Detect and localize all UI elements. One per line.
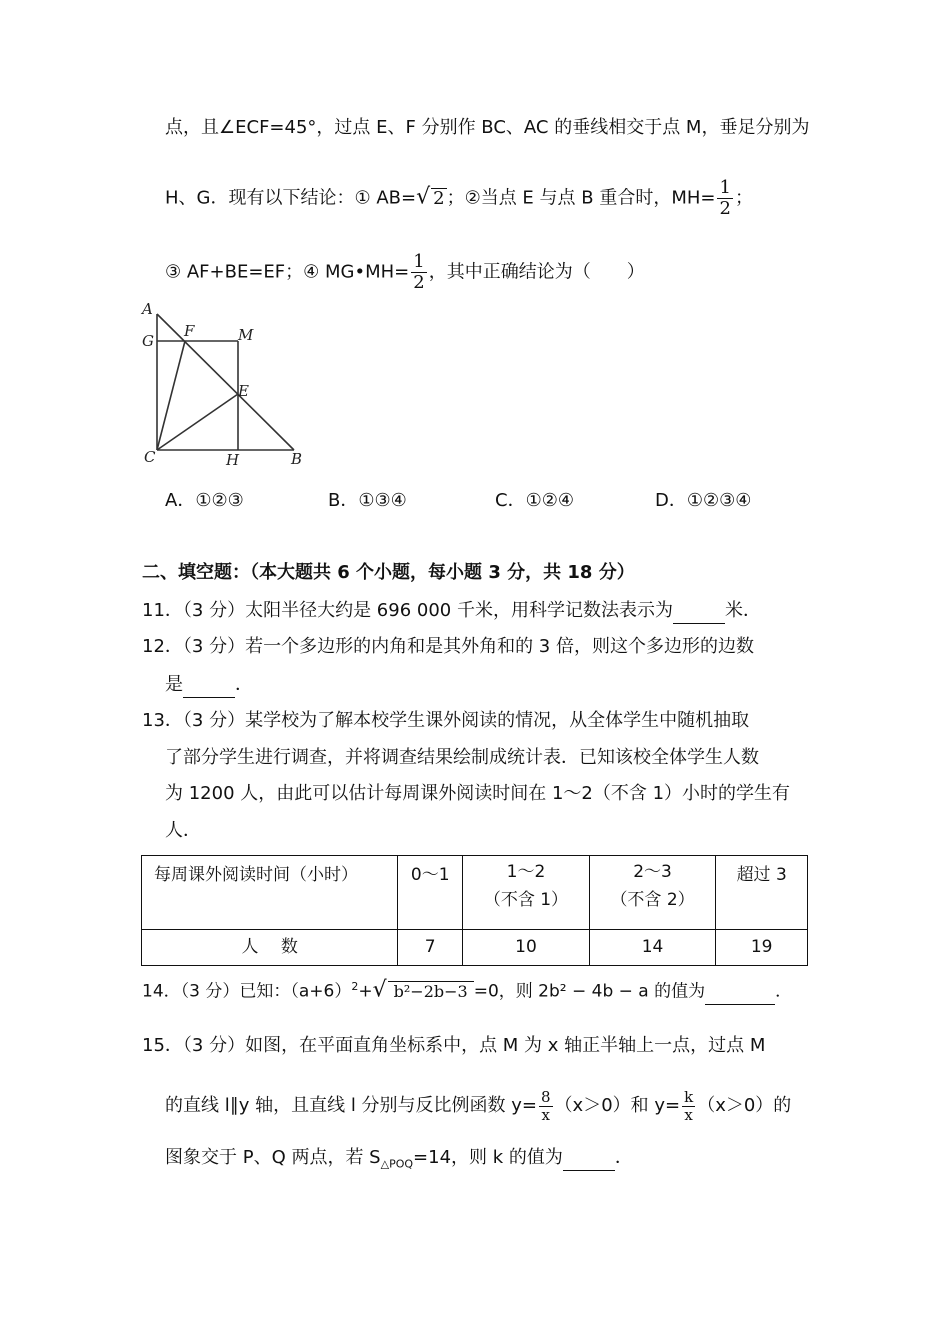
question-13-line3: 为 1200 人，由此可以估计每周课外阅读时间在 1～2（不含 1）小时的学生有 (165, 783, 791, 804)
fraction-numerator: 1 (719, 177, 731, 198)
question-text: （3 分）某学校为了解本校学生课外阅读的情况，从全体学生中随机抽取 (182, 710, 750, 731)
section-heading (142, 561, 635, 585)
col-range: 2～3 (633, 862, 672, 882)
label-m: M (238, 326, 254, 344)
question-text-mid: （x＞0）和 y= (554, 1095, 681, 1116)
question-text-end: ． (235, 674, 253, 695)
question-text: （3 分）若一个多边形的内角和是其外角和的 3 倍，则这个多边形的边数 (182, 636, 754, 657)
question-text: 图象交于 P、Q 两点，若 S (165, 1147, 381, 1168)
table-row (142, 856, 808, 930)
q10-line2-pre: H、G．现有以下结论：① AB= (165, 187, 417, 209)
label-b: B (291, 450, 303, 468)
reading-time-table (141, 855, 808, 966)
area-subscript: △POQ (380, 1157, 414, 1171)
option-letter: C． (495, 490, 526, 511)
question-12 (142, 635, 754, 659)
table-row-label: 人 数 (142, 930, 398, 966)
sqrt-expression: b²−2b−3 (388, 981, 474, 1002)
table-cell: 10 (463, 930, 590, 966)
question-text: 是 (165, 674, 183, 695)
question-number: 12． (142, 636, 183, 657)
option-letter: A． (165, 490, 196, 511)
question-13-line4: 人． (165, 820, 201, 841)
exponent: 2 (351, 980, 359, 993)
answer-blank[interactable] (563, 1146, 615, 1171)
question-text-mid: =14，则 k 的值为 (413, 1147, 563, 1168)
col-range: 超过 3 (736, 865, 787, 885)
label-f: F (184, 322, 195, 340)
q10-line1: 点，且∠ECF=45°，过点 E、F 分别作 BC、AC 的垂线相交于点 M，垂足分别为 (165, 117, 810, 138)
label-h: H (226, 451, 240, 469)
col-range: 1～2 (506, 862, 546, 882)
sqrt-symbol: √ (372, 977, 387, 1003)
fraction-denominator: x (684, 1105, 693, 1124)
question-14 (142, 975, 792, 1005)
option-text: ①②③ (195, 490, 244, 511)
label-g: G (142, 332, 154, 350)
label-e: E (238, 382, 249, 400)
table-header-cell (589, 856, 716, 930)
question-15-line3 (165, 1146, 633, 1177)
table-header-label: 每周课外阅读时间（小时） (142, 856, 398, 930)
function-8-over-x (539, 1089, 553, 1124)
table-cell: 19 (716, 930, 808, 966)
option-d[interactable] (655, 489, 751, 513)
question-text-end: ． (614, 1147, 633, 1168)
question-text-end: 米． (724, 600, 761, 621)
table-header-cell (716, 856, 808, 930)
q10-line3-pre: ③ AF+BE=EF；④ MG•MH= (165, 261, 410, 283)
fraction-numerator: 8 (541, 1087, 551, 1106)
table-cell: 14 (589, 930, 716, 966)
q10-line3-fraction (411, 252, 426, 293)
option-text: ①②④ (525, 490, 574, 511)
question-number: 15． (142, 1035, 183, 1056)
q10-line3-end: ，其中正确结论为（ ） (428, 261, 645, 283)
option-text: ①②③④ (686, 490, 752, 511)
question-text-end: （x＞0）的 (697, 1095, 792, 1116)
question-12-line2 (165, 673, 253, 698)
fraction-numerator: 1 (413, 251, 425, 272)
question-13-line2: 了部分学生进行调查，并将调查结果绘制成统计表．已知该校全体学生人数 (165, 747, 759, 768)
question-11 (142, 599, 761, 624)
question-text-mid: =0，则 2b² − 4b − a 的值为 (473, 981, 706, 1002)
col-note: （不含 1） (483, 890, 569, 910)
question-number: 14． (142, 981, 181, 1002)
col-note: （不含 2） (610, 890, 695, 910)
section-note: （本大题共 6 个小题，每小题 3 分，共 18 分） (250, 562, 635, 583)
q10-line2-end: ； (734, 187, 753, 209)
q10-line2-mid: ；②当点 E 与点 B 重合时，MH= (446, 187, 716, 209)
table-header-cell (463, 856, 590, 930)
section-title: 二、填空题： (142, 562, 250, 583)
answer-blank[interactable] (673, 599, 725, 624)
plus-sign: + (358, 981, 373, 1002)
q10-line2 (165, 178, 753, 219)
label-c: C (144, 448, 156, 466)
question-text: （3 分）太阳半径大约是 696 000 千米，用科学记数法表示为 (182, 600, 673, 621)
fraction-denominator: 2 (719, 198, 731, 219)
fraction-numerator: k (684, 1087, 694, 1106)
answer-blank[interactable] (705, 980, 775, 1005)
fraction-denominator: x (541, 1105, 550, 1124)
question-number: 11． (142, 600, 183, 621)
option-b[interactable] (328, 489, 407, 513)
question-15-line2 (165, 1088, 791, 1124)
function-k-over-x (682, 1089, 695, 1124)
question-text: （3 分）已知：（a+6） (180, 981, 352, 1002)
question-15 (142, 1034, 765, 1058)
table-header-cell (398, 856, 463, 930)
answer-blank[interactable] (183, 673, 235, 698)
option-c[interactable] (495, 489, 574, 513)
col-range: 0～1 (410, 865, 450, 885)
label-a: A (142, 300, 153, 318)
side-ab (157, 314, 294, 450)
option-a[interactable] (165, 489, 244, 513)
question-number: 13． (142, 710, 183, 731)
question-13 (142, 709, 749, 733)
question-text-end: ． (775, 981, 793, 1002)
q10-line2-fraction (717, 178, 732, 219)
question-text: 的直线 l∥y 轴，且直线 l 分别与反比例函数 y= (165, 1095, 537, 1116)
sqrt-symbol: √ (416, 184, 431, 210)
option-letter: B． (328, 490, 359, 511)
table-cell: 7 (398, 930, 463, 966)
table-row (142, 930, 808, 966)
geometry-figure (138, 298, 313, 473)
q10-line3 (165, 252, 645, 293)
option-letter: D． (655, 490, 687, 511)
option-text: ①③④ (358, 490, 407, 511)
fraction-denominator: 2 (413, 272, 425, 293)
question-text: （3 分）如图，在平面直角坐标系中，点 M 为 x 轴正半轴上一点，过点 M (182, 1035, 766, 1056)
q10-sqrt-value: 2 (433, 187, 445, 209)
